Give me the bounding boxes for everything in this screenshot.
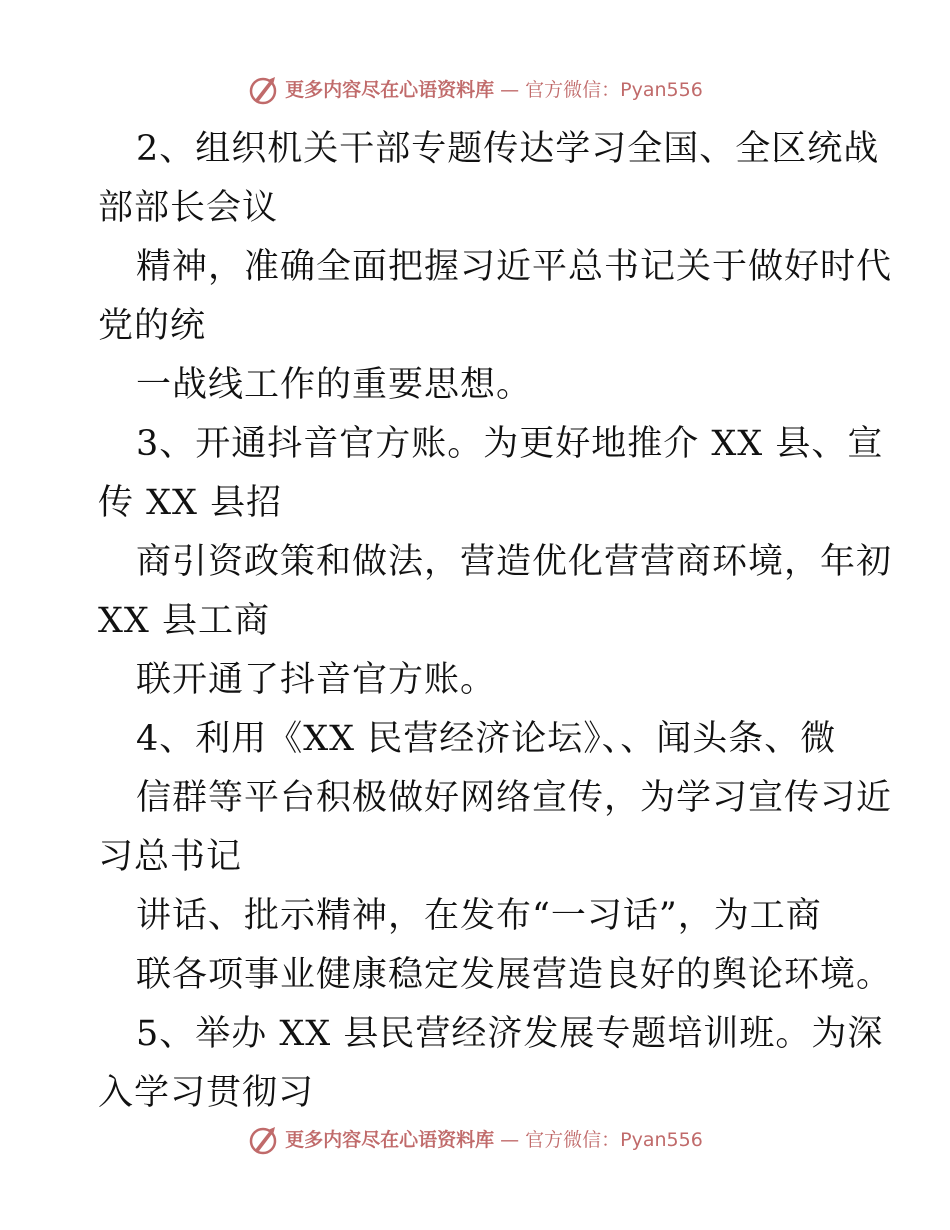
body-line-11: 4、利用《XX 民营经济论坛》、、闻头条、微 bbox=[136, 719, 837, 759]
quill-logo-icon bbox=[247, 1124, 279, 1156]
body-line-10: 联开通了抖音官方账。 bbox=[136, 660, 497, 700]
footer-banner bbox=[0, 1120, 950, 1160]
body-line-14: 讲话、批示精神，在发布“一习话”，为工商 bbox=[136, 896, 822, 936]
header-banner-main-text: 更多内容尽在心语资料库 bbox=[285, 78, 495, 101]
footer-banner-content bbox=[247, 1124, 703, 1156]
header-banner-wechat-text: 官方微信：Pyan556 bbox=[525, 78, 703, 101]
body-line-3: 精神，准确全面把握习近平总书记关于做好时代 bbox=[136, 247, 893, 287]
quill-logo-icon bbox=[247, 74, 279, 106]
body-line-1: 2、组织机关干部专题传达学习全国、全区统战 bbox=[136, 129, 880, 169]
body-line-12: 信群等平台积极做好网络宣传，为学习宣传习近 bbox=[136, 778, 893, 818]
body-line-2: 部部长会议 bbox=[98, 188, 279, 228]
footer-banner-wechat-text: 官方微信：Pyan556 bbox=[525, 1128, 703, 1151]
body-line-6: 3、开通抖音官方账。为更好地推介 XX 县、宣 bbox=[136, 424, 884, 464]
header-banner bbox=[0, 70, 950, 110]
body-line-8: 商引资政策和做法，营造优化营营商环境，年初 bbox=[136, 542, 893, 582]
body-line-13: 习总书记 bbox=[98, 837, 243, 877]
body-line-9: XX 县工商 bbox=[98, 601, 270, 641]
body-line-7: 传 XX 县招 bbox=[98, 483, 283, 523]
body-line-16: 5、举办 XX 县民营经济发展专题培训班。为深 bbox=[136, 1014, 884, 1054]
header-banner-separator: — bbox=[500, 78, 520, 101]
footer-banner-main-text: 更多内容尽在心语资料库 bbox=[285, 1128, 495, 1151]
footer-banner-separator: — bbox=[500, 1128, 520, 1151]
header-banner-content bbox=[247, 74, 703, 106]
document-body bbox=[98, 120, 893, 1123]
body-line-17: 入学习贯彻习 bbox=[98, 1073, 315, 1113]
body-line-4: 党的统 bbox=[98, 306, 207, 346]
body-line-15: 联各项事业健康稳定发展营造良好的舆论环境。 bbox=[136, 955, 893, 995]
body-line-5: 一战线工作的重要思想。 bbox=[136, 365, 533, 405]
